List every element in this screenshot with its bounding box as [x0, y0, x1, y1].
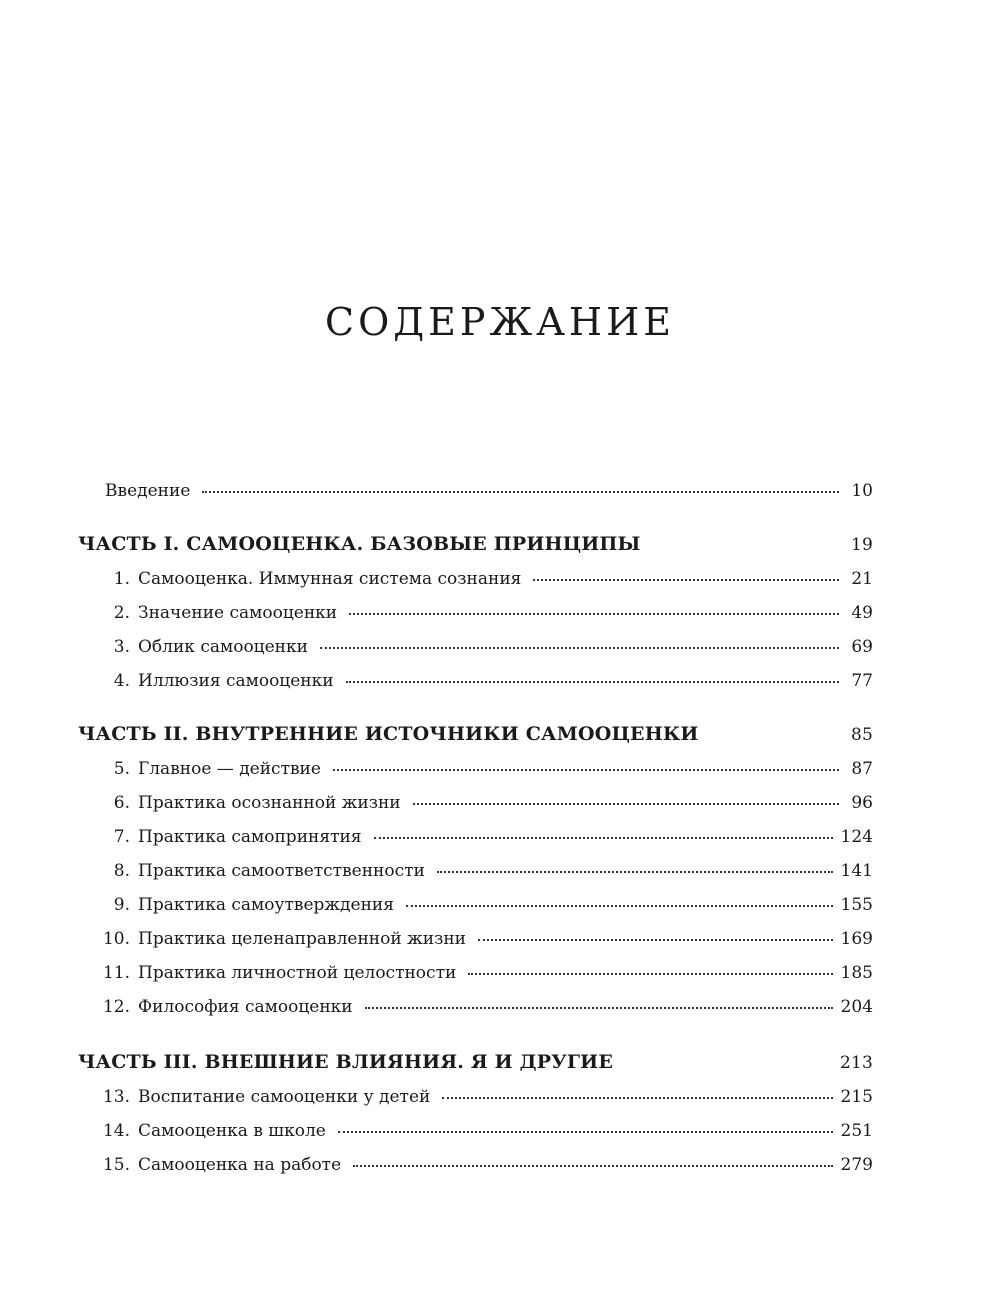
- chapter-number: 12.: [102, 997, 130, 1017]
- toc-chapter: [78, 962, 873, 984]
- leader-dots: [406, 905, 833, 907]
- toc-chapter: [78, 568, 873, 590]
- chapter-number: 4.: [113, 671, 130, 691]
- leader-dots: [202, 491, 839, 493]
- leader-dots: [437, 871, 833, 873]
- chapter-number: 6.: [113, 793, 130, 813]
- toc-chapter: [78, 670, 873, 692]
- part-1-label: ЧАСТЬ I. САМООЦЕНКА. БАЗОВЫЕ ПРИНЦИПЫ: [78, 533, 641, 555]
- chapter-number: 8.: [113, 861, 130, 881]
- part-3-label: ЧАСТЬ III. ВНЕШНИЕ ВЛИЯНИЯ. Я И ДРУГИЕ: [78, 1051, 613, 1073]
- chapter-page: 141: [840, 861, 873, 881]
- leader-dots: [533, 579, 839, 581]
- chapter-title: Философия самооценки: [138, 997, 353, 1017]
- toc-chapter: [78, 636, 873, 658]
- chapter-number: 11.: [102, 963, 130, 983]
- leader-dots: [338, 1131, 833, 1133]
- chapter-page: 215: [840, 1087, 873, 1107]
- leader-dots: [365, 1007, 833, 1009]
- chapter-number: 5.: [113, 759, 130, 779]
- part-1-page: 19: [850, 535, 873, 555]
- chapter-title: Самооценка на работе: [138, 1155, 342, 1175]
- toc-intro: [78, 480, 873, 502]
- toc-part-2: [78, 722, 873, 747]
- leader-dots: [413, 803, 839, 805]
- chapter-page: 169: [840, 929, 873, 949]
- leader-dots: [374, 837, 833, 839]
- toc-chapter: [78, 758, 873, 780]
- chapter-page: 251: [840, 1121, 873, 1141]
- chapter-title: Практика самоутверждения: [138, 895, 394, 915]
- chapter-title: Воспитание самооценки у детей: [138, 1087, 431, 1107]
- chapter-number: 3.: [113, 637, 130, 657]
- chapter-page: 96: [851, 793, 873, 813]
- chapter-title: Практика осознанной жизни: [138, 793, 401, 813]
- chapter-title: Практика личностной целостности: [138, 963, 457, 983]
- toc-chapter: [78, 1154, 873, 1176]
- toc-chapter: [78, 1120, 873, 1142]
- chapter-number: 1.: [113, 569, 130, 589]
- chapter-page: 279: [840, 1155, 873, 1175]
- chapter-page: 204: [840, 997, 873, 1017]
- leader-dots: [333, 769, 839, 771]
- toc-part-3: [78, 1050, 873, 1075]
- chapter-title: Облик самооценки: [138, 637, 308, 657]
- part-2-label: ЧАСТЬ II. ВНУТРЕННИЕ ИСТОЧНИКИ САМООЦЕНКИ: [78, 723, 699, 745]
- chapter-number: 14.: [102, 1121, 130, 1141]
- page-title: СОДЕРЖАНИЕ: [325, 300, 675, 344]
- chapter-title: Самооценка в школе: [138, 1121, 326, 1141]
- part-2-page: 85: [850, 725, 873, 745]
- leader-dots: [468, 973, 832, 975]
- toc-chapter: [78, 792, 873, 814]
- chapter-title: Главное — действие: [138, 759, 321, 779]
- chapter-number: 15.: [102, 1155, 130, 1175]
- toc-intro-label: Введение: [105, 481, 191, 501]
- chapter-page: 185: [840, 963, 873, 983]
- toc-chapter: [78, 894, 873, 916]
- leader-dots: [442, 1097, 832, 1099]
- chapter-title: Практика самоответственности: [138, 861, 425, 881]
- chapter-number: 13.: [102, 1087, 130, 1107]
- leader-dots: [478, 939, 833, 941]
- toc-chapter: [78, 928, 873, 950]
- chapter-page: 87: [851, 759, 873, 779]
- chapter-number: 9.: [113, 895, 130, 915]
- toc-chapter: [78, 602, 873, 624]
- chapter-page: 155: [840, 895, 873, 915]
- chapter-page: 124: [840, 827, 873, 847]
- part-3-page: 213: [839, 1053, 873, 1073]
- chapter-title: Практика целенаправленной жизни: [138, 929, 466, 949]
- toc-intro-page: 10: [851, 481, 873, 501]
- toc-chapter: [78, 1086, 873, 1108]
- chapter-title: Практика самопринятия: [138, 827, 362, 847]
- toc-chapter: [78, 860, 873, 882]
- toc-part-1: [78, 532, 873, 557]
- leader-dots: [320, 647, 839, 649]
- toc-chapter: [78, 826, 873, 848]
- chapter-title: Самооценка. Иммунная система сознания: [138, 569, 522, 589]
- chapter-number: 2.: [113, 603, 130, 623]
- leader-dots: [353, 1165, 832, 1167]
- chapter-page: 49: [851, 603, 873, 623]
- leader-dots: [349, 613, 839, 615]
- chapter-page: 69: [851, 637, 873, 657]
- toc-chapter: [78, 996, 873, 1018]
- leader-dots: [346, 681, 839, 683]
- chapter-page: 77: [851, 671, 873, 691]
- chapter-number: 7.: [113, 827, 130, 847]
- chapter-title: Иллюзия самооценки: [138, 671, 334, 691]
- chapter-page: 21: [851, 569, 873, 589]
- chapter-title: Значение самооценки: [138, 603, 338, 623]
- chapter-number: 10.: [102, 929, 130, 949]
